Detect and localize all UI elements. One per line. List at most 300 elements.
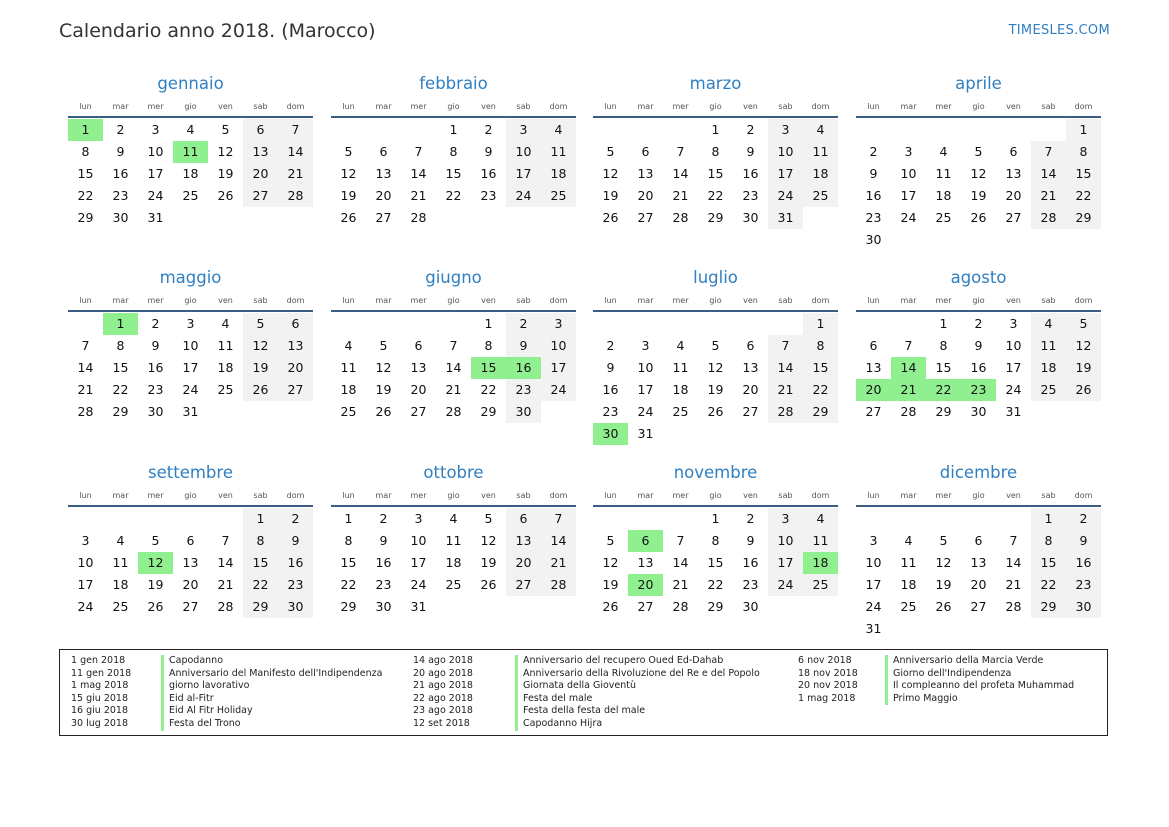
day-cell: 23 [506,379,541,401]
weekday-label: ven [743,296,758,305]
day-cell: 9 [151,338,160,353]
day-cell: 8 [449,144,458,159]
legend-date: 1 mag 2018 [798,692,856,704]
month-title: febbraio [419,74,488,93]
day-cell: 26 [375,404,392,419]
day-cell: 15 [243,552,278,574]
day-cell: 20 [637,188,654,203]
weekday-label: mar [637,102,654,111]
day-cell: 8 [1066,141,1101,163]
day-cell: 22 [480,382,497,397]
day-cell: 5 [974,144,983,159]
day-cell: 17 [506,163,541,185]
day-cell: 22 [112,382,129,397]
day-cell: 29 [112,404,129,419]
weekday-header [593,488,838,507]
day-cell: 23 [112,188,129,203]
day-cell: 17 [541,357,576,379]
day-cell: 9 [116,144,125,159]
day-empty [961,508,996,530]
day-cell: 7 [541,508,576,530]
day-cell: 19 [217,166,234,181]
day-empty [768,313,803,335]
day-cell: 28 [1031,207,1066,229]
holiday-day-cell: 6 [628,530,663,552]
day-cell: 17 [637,382,654,397]
day-cell: 4 [116,533,125,548]
weekday-label: mer [935,102,952,111]
holiday-day-cell: 14 [891,357,926,379]
day-cell: 23 [865,210,882,225]
day-cell: 27 [865,404,882,419]
day-cell: 28 [672,210,689,225]
month-title: novembre [673,463,758,482]
day-cell: 17 [865,577,882,592]
day-cell: 31 [182,404,199,419]
day-cell: 8 [939,338,948,353]
weekday-label: mar [375,102,392,111]
day-cell: 5 [1066,313,1101,335]
weekday-label: gio [447,491,460,500]
day-cell: 30 [742,210,759,225]
day-grid [68,507,313,618]
day-cell: 9 [506,335,541,357]
day-cell: 17 [77,577,94,592]
day-cell: 19 [375,382,392,397]
month-marzo [593,73,838,229]
day-cell: 19 [243,357,278,379]
site-link[interactable]: TIMESLES.COM [1008,23,1110,38]
weekday-label: mar [900,102,917,111]
holiday-day-cell: 12 [138,552,173,574]
day-cell: 27 [182,599,199,614]
legend-date: 12 set 2018 [413,717,470,729]
day-cell: 17 [768,163,803,185]
day-cell: 1 [344,511,353,526]
day-grid [593,507,838,618]
day-cell: 16 [742,166,759,181]
day-cell: 19 [147,577,164,592]
day-cell: 4 [1031,313,1066,335]
day-cell: 22 [803,379,838,401]
weekday-label: dom [286,102,305,111]
day-cell: 13 [410,360,427,375]
day-cell: 2 [151,316,160,331]
day-cell: 13 [182,555,199,570]
weekday-label: sab [253,296,268,305]
day-cell: 21 [278,163,313,185]
day-cell: 18 [112,577,129,592]
day-cell: 9 [746,533,755,548]
weekday-label: mar [375,296,392,305]
day-cell: 20 [410,382,427,397]
day-cell: 7 [904,338,913,353]
day-cell: 30 [1066,596,1101,618]
weekday-label: mer [410,491,427,500]
day-cell: 12 [602,166,619,181]
month-aprile [856,73,1101,251]
day-cell: 2 [746,511,755,526]
day-cell: 31 [1005,404,1022,419]
day-cell: 10 [1005,338,1022,353]
weekday-label: lun [604,296,617,305]
day-cell: 4 [449,511,458,526]
day-cell: 2 [278,508,313,530]
day-cell: 11 [935,166,952,181]
weekday-header [68,488,313,507]
weekday-label: gio [709,296,722,305]
weekday-label: lun [79,296,92,305]
day-empty [891,313,926,335]
day-cell: 14 [278,141,313,163]
day-cell: 24 [77,599,94,614]
day-cell: 29 [243,596,278,618]
day-cell: 28 [768,401,803,423]
day-cell: 29 [480,404,497,419]
day-cell: 3 [1009,316,1018,331]
day-cell: 28 [410,210,427,225]
day-cell: 11 [803,141,838,163]
day-cell: 7 [449,338,458,353]
day-cell: 8 [711,533,720,548]
day-cell: 12 [480,533,497,548]
day-cell: 5 [606,144,615,159]
day-cell: 21 [410,188,427,203]
day-cell: 7 [1031,141,1066,163]
holiday-day-cell: 11 [173,141,208,163]
day-cell: 29 [707,599,724,614]
weekday-header [331,99,576,118]
day-cell: 20 [1005,188,1022,203]
weekday-label: sab [778,102,793,111]
legend-holiday-name: Giornata della Gioventù [515,680,636,693]
weekday-label: mar [637,296,654,305]
holiday-day-cell: 18 [803,552,838,574]
day-cell: 26 [243,379,278,401]
day-cell: 19 [602,188,619,203]
day-cell: 12 [340,166,357,181]
day-empty [663,508,698,530]
weekday-header [331,293,576,312]
weekday-label: sab [253,102,268,111]
day-cell: 5 [243,313,278,335]
day-cell: 27 [375,210,392,225]
day-cell: 3 [414,511,423,526]
legend-holiday-name: Primo Maggio [885,693,958,706]
day-empty [401,119,436,141]
day-cell: 5 [221,122,230,137]
day-cell: 23 [278,574,313,596]
weekday-label: lun [342,296,355,305]
day-cell: 7 [768,335,803,357]
day-cell: 30 [147,404,164,419]
day-cell: 1 [1031,508,1066,530]
day-grid [68,118,313,229]
weekday-label: mer [935,491,952,500]
month-title: aprile [955,74,1002,93]
weekday-label: ven [1006,102,1021,111]
day-cell: 16 [112,166,129,181]
day-cell: 16 [970,360,987,375]
day-cell: 15 [803,357,838,379]
day-cell: 27 [637,210,654,225]
day-cell: 30 [742,599,759,614]
day-cell: 25 [672,404,689,419]
day-cell: 28 [1005,599,1022,614]
day-empty [663,119,698,141]
day-cell: 20 [243,163,278,185]
day-cell: 23 [1066,574,1101,596]
day-cell: 3 [541,313,576,335]
day-cell: 27 [1005,210,1022,225]
day-cell: 22 [445,188,462,203]
day-empty [173,508,208,530]
weekday-label: ven [218,296,233,305]
day-cell: 9 [278,530,313,552]
day-cell: 19 [480,555,497,570]
weekday-label: dom [549,296,568,305]
day-grid [593,312,838,445]
day-cell: 26 [217,188,234,203]
day-cell: 10 [900,166,917,181]
day-empty [436,313,471,335]
day-cell: 8 [711,144,720,159]
day-cell: 13 [865,360,882,375]
day-cell: 25 [803,185,838,207]
day-cell: 23 [480,188,497,203]
weekday-label: mar [112,296,129,305]
day-cell: 7 [676,533,685,548]
day-cell: 13 [637,166,654,181]
holiday-day-cell: 1 [103,313,138,335]
day-cell: 27 [278,379,313,401]
day-cell: 3 [768,119,803,141]
weekday-header [593,99,838,118]
day-cell: 16 [375,555,392,570]
day-empty [996,119,1031,141]
day-cell: 9 [746,144,755,159]
month-title: maggio [159,268,222,287]
day-cell: 13 [637,555,654,570]
day-cell: 10 [637,360,654,375]
day-cell: 24 [900,210,917,225]
day-cell: 11 [340,360,357,375]
holiday-legend [59,649,1108,736]
weekday-label: gio [972,491,985,500]
weekday-label: mer [410,102,427,111]
day-cell: 22 [1031,574,1066,596]
day-cell: 20 [375,188,392,203]
month-title: gennaio [157,74,224,93]
weekday-label: dom [811,102,830,111]
day-cell: 3 [506,119,541,141]
day-cell: 23 [602,404,619,419]
day-cell: 17 [1005,360,1022,375]
day-cell: 19 [970,188,987,203]
day-cell: 21 [77,382,94,397]
day-cell: 16 [278,552,313,574]
day-cell: 16 [480,166,497,181]
day-cell: 31 [768,207,803,229]
day-cell: 20 [182,577,199,592]
day-cell: 6 [379,144,388,159]
day-cell: 5 [939,533,948,548]
day-cell: 13 [278,335,313,357]
day-cell: 4 [676,338,685,353]
day-cell: 6 [414,338,423,353]
day-cell: 12 [935,555,952,570]
day-cell: 14 [445,360,462,375]
day-cell: 1 [939,316,948,331]
day-cell: 25 [900,599,917,614]
day-empty [331,119,366,141]
weekday-label: ven [743,102,758,111]
day-cell: 10 [77,555,94,570]
month-maggio [68,267,313,423]
day-cell: 5 [606,533,615,548]
day-cell: 19 [707,382,724,397]
day-cell: 13 [970,555,987,570]
day-cell: 8 [243,530,278,552]
weekday-label: ven [481,296,496,305]
day-cell: 18 [935,188,952,203]
day-cell: 21 [217,577,234,592]
day-cell: 11 [803,530,838,552]
weekday-label: mar [375,491,392,500]
day-cell: 22 [243,574,278,596]
day-cell: 27 [637,599,654,614]
weekday-label: dom [1074,491,1093,500]
legend-date: 14 ago 2018 [413,655,473,666]
weekday-label: gio [972,296,985,305]
day-cell: 2 [746,122,755,137]
day-cell: 25 [1031,379,1066,401]
day-cell: 19 [1066,357,1101,379]
day-cell: 21 [1005,577,1022,592]
day-cell: 8 [116,338,125,353]
day-empty [401,313,436,335]
day-cell: 24 [410,577,427,592]
day-cell: 16 [602,382,619,397]
weekday-label: lun [867,102,880,111]
day-cell: 11 [1031,335,1066,357]
legend-holiday-name: Capodanno Hijra [515,718,602,731]
weekday-label: ven [481,102,496,111]
weekday-label: dom [1074,102,1093,111]
weekday-label: mer [672,296,689,305]
day-cell: 8 [81,144,90,159]
day-cell: 18 [541,163,576,185]
day-cell: 16 [1066,552,1101,574]
day-cell: 9 [869,166,878,181]
day-cell: 11 [900,555,917,570]
day-cell: 5 [151,533,160,548]
day-cell: 6 [186,533,195,548]
day-cell: 12 [243,335,278,357]
legend-date: 11 gen 2018 [71,667,132,679]
weekday-label: lun [604,102,617,111]
day-empty [891,508,926,530]
day-cell: 28 [217,599,234,614]
day-empty [331,313,366,335]
legend-date: 18 nov 2018 [798,667,858,679]
weekday-label: sab [516,102,531,111]
day-empty [68,508,103,530]
day-empty [208,508,243,530]
day-cell: 27 [970,599,987,614]
weekday-label: ven [743,491,758,500]
day-empty [856,313,891,335]
weekday-label: mar [112,491,129,500]
day-empty [593,508,628,530]
day-empty [733,313,768,335]
day-cell: 24 [768,574,803,596]
weekday-label: ven [1006,296,1021,305]
day-cell: 15 [445,166,462,181]
day-cell: 4 [541,119,576,141]
day-cell: 17 [410,555,427,570]
weekday-label: dom [549,491,568,500]
day-cell: 5 [484,511,493,526]
day-cell: 15 [77,166,94,181]
day-cell: 7 [676,144,685,159]
day-cell: 29 [340,599,357,614]
legend-holiday-name: giorno lavorativo [161,680,250,693]
weekday-label: dom [1074,296,1093,305]
day-empty [593,119,628,141]
day-cell: 30 [375,599,392,614]
day-cell: 30 [278,596,313,618]
day-cell: 20 [970,577,987,592]
holiday-day-cell: 30 [593,423,628,445]
day-cell: 13 [742,360,759,375]
day-cell: 1 [711,122,720,137]
day-cell: 25 [217,382,234,397]
day-cell: 24 [541,379,576,401]
weekday-label: dom [286,296,305,305]
day-empty [926,119,961,141]
month-settembre [68,462,313,618]
day-cell: 23 [742,188,759,203]
day-cell: 3 [81,533,90,548]
day-cell: 3 [641,338,650,353]
day-cell: 23 [147,382,164,397]
day-cell: 12 [217,144,234,159]
weekday-label: mer [410,296,427,305]
holiday-day-cell: 20 [628,574,663,596]
legend-holiday-name: Festa della festa del male [515,705,645,718]
day-cell: 2 [116,122,125,137]
day-empty [856,508,891,530]
day-cell: 27 [742,404,759,419]
day-cell: 25 [182,188,199,203]
month-title: marzo [689,74,742,93]
day-cell: 15 [1066,163,1101,185]
day-empty [856,119,891,141]
day-cell: 11 [217,338,234,353]
day-cell: 20 [742,382,759,397]
day-cell: 6 [506,508,541,530]
holiday-day-cell: 20 [856,379,891,401]
month-title: dicembre [939,463,1018,482]
weekday-label: sab [516,296,531,305]
day-cell: 14 [672,555,689,570]
day-empty [698,313,733,335]
legend-holiday-name: Anniversario del Manifesto dell'Indipendenza [161,668,382,681]
weekday-label: gio [447,102,460,111]
day-cell: 10 [506,141,541,163]
day-grid [331,118,576,229]
